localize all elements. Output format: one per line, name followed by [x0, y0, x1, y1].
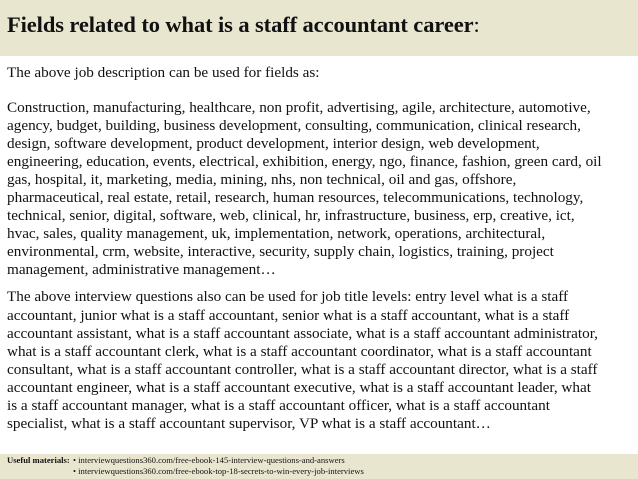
job-levels-line: accountant engineer, what is a staff accountant executive, what is a staff accountant leader, what	[7, 378, 591, 396]
fields-line: hvac, sales, quality management, uk, implementation, network, operations, architectural,	[7, 225, 546, 243]
footer-label	[7, 455, 73, 466]
intro-text: The above job description can be used for fields as:	[7, 64, 320, 81]
slide-title	[7, 12, 480, 37]
footer-banner	[0, 454, 638, 479]
footer-label-text: Useful materials	[7, 455, 67, 465]
fields-line: design, software development, product development, interior design, web development,	[7, 135, 540, 153]
slide-title-colon: :	[473, 12, 480, 37]
fields-line: technical, senior, digital, software, web, clinical, hr, infrastructure, business, erp, creative, ict,	[7, 207, 575, 225]
fields-line: Construction, manufacturing, healthcare, non profit, advertising, agile, architecture, automotive,	[7, 99, 591, 116]
job-levels-line: accountant, junior what is a staff accountant, senior what is a staff accountant, what is a staff	[7, 306, 570, 324]
footer-row	[7, 466, 638, 477]
job-levels-line: accountant assistant, what is a staff accountant associate, what is a staff accountant administrator,	[7, 324, 598, 342]
title-banner	[0, 0, 638, 56]
job-levels-line: is a staff accountant manager, what is a staff accountant officer, what is a staff accountant	[7, 396, 550, 414]
job-levels-line: what is a staff accountant clerk, what is a staff accountant coordinator, what is a staff accountant	[7, 342, 592, 360]
job-levels-line: consultant, what is a staff accountant controller, what is a staff accountant director, what is a staff	[7, 360, 598, 378]
job-levels-line: specialist, what is a staff accountant supervisor, VP what is a staff accountant…	[7, 414, 491, 432]
fields-line: management, administrative management…	[7, 261, 276, 279]
slide-content	[7, 64, 635, 433]
footer-row	[7, 455, 638, 466]
fields-paragraph	[7, 99, 635, 279]
job-levels-paragraph	[7, 288, 635, 432]
footer-link[interactable]: • interviewquestions360.com/free-ebook-145-interview-questions-and-answers	[73, 455, 345, 465]
fields-line: gas, hospital, it, marketing, media, mining, nhs, non technical, oil and gas, offshore,	[7, 171, 517, 189]
fields-line: pharmaceutical, real estate, retail, research, human resources, telecommunications, technology,	[7, 189, 584, 207]
footer-indent	[7, 466, 73, 477]
fields-line: engineering, education, events, electrical, exhibition, energy, ngo, finance, fashion, green card, oil	[7, 153, 602, 171]
fields-line: agency, budget, building, business development, consulting, communication, clinical research,	[7, 117, 581, 135]
footer-link[interactable]: • interviewquestions360.com/free-ebook-top-18-secrets-to-win-every-job-interviews	[73, 465, 364, 476]
fields-line: environmental, crm, website, interactive, security, supply chain, logistics, training, project	[7, 243, 554, 261]
slide-title-text: Fields related to what is a staff accountant career	[7, 12, 474, 37]
footer-label-separator: :	[66, 455, 70, 465]
job-levels-line: The above interview questions also can be used for job title levels: entry level what is a staff	[7, 288, 569, 306]
